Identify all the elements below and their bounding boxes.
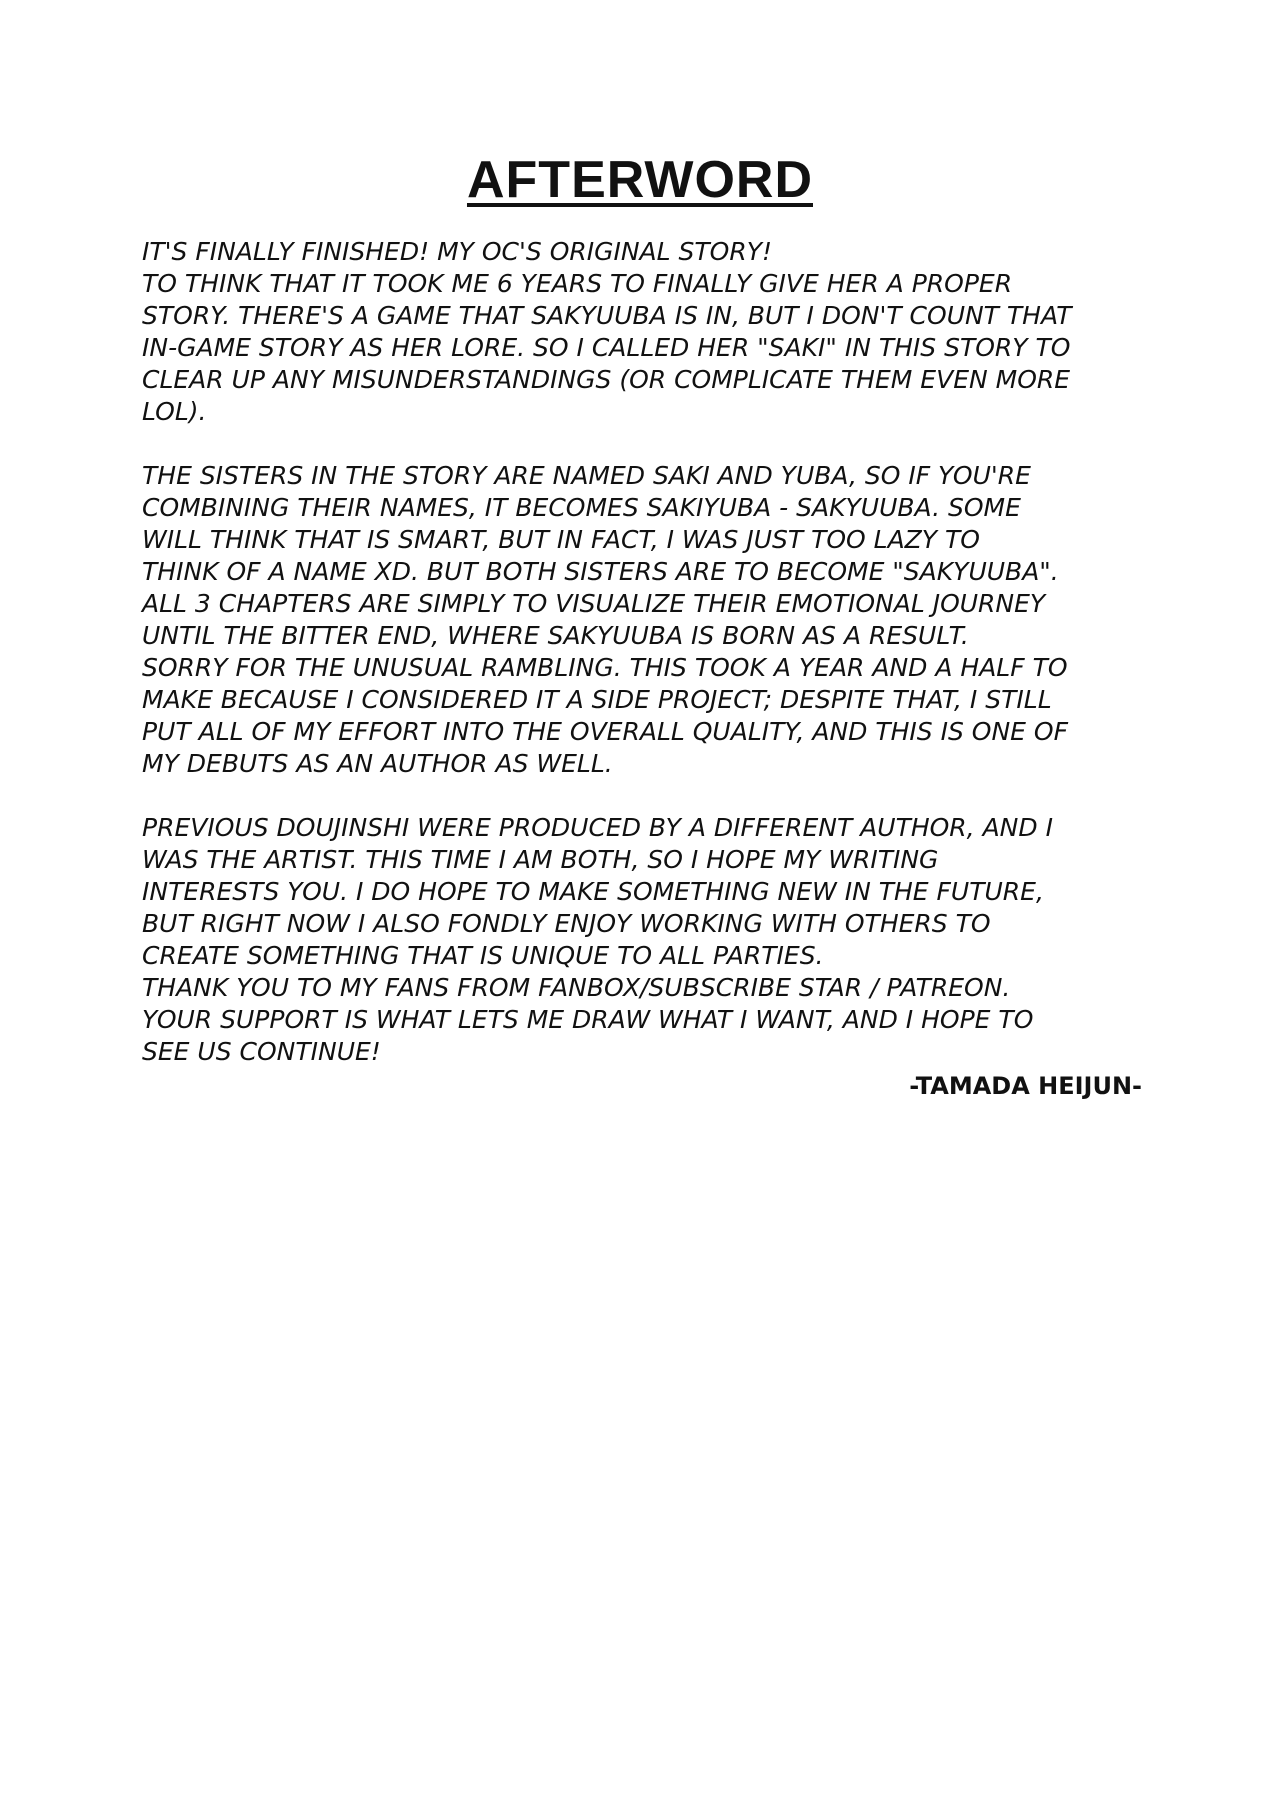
text-line: PUT ALL OF MY EFFORT INTO THE OVERALL QUALITY, AND THIS IS ONE OF	[142, 717, 1068, 746]
text-line: YOUR SUPPORT IS WHAT LETS ME DRAW WHAT I WANT, AND I HOPE TO	[142, 1005, 1034, 1034]
paragraph	[142, 812, 1162, 1068]
text-line: IN-GAME STORY AS HER LORE. SO I CALLED HER "SAKI" IN THIS STORY TO	[142, 333, 1071, 362]
afterword-body	[142, 236, 1162, 1068]
page-title-text: AFTERWORD	[466, 151, 813, 209]
text-line: INTERESTS YOU. I DO HOPE TO MAKE SOMETHING NEW IN THE FUTURE,	[142, 877, 1044, 906]
paragraph	[142, 236, 1162, 428]
text-line: WILL THINK THAT IS SMART, BUT IN FACT, I WAS JUST TOO LAZY TO	[142, 525, 980, 554]
text-line: CREATE SOMETHING THAT IS UNIQUE TO ALL PARTIES.	[142, 941, 824, 970]
page-title	[0, 150, 1280, 210]
paragraph-gap	[142, 780, 1162, 812]
text-line: THANK YOU TO MY FANS FROM FANBOX/SUBSCRIBE STAR / PATREON.	[142, 973, 1011, 1002]
text-line: LOL).	[142, 397, 207, 426]
text-line: MY DEBUTS AS AN AUTHOR AS WELL.	[142, 749, 613, 778]
text-line: IT'S FINALLY FINISHED! MY OC'S ORIGINAL STORY!	[142, 237, 773, 266]
text-line: SORRY FOR THE UNUSUAL RAMBLING. THIS TOOK A YEAR AND A HALF TO	[142, 653, 1068, 682]
text-line: ALL 3 CHAPTERS ARE SIMPLY TO VISUALIZE THEIR EMOTIONAL JOURNEY	[142, 589, 1046, 618]
text-line: BUT RIGHT NOW I ALSO FONDLY ENJOY WORKING WITH OTHERS TO	[142, 909, 991, 938]
text-line: THE SISTERS IN THE STORY ARE NAMED SAKI AND YUBA, SO IF YOU'RE	[142, 461, 1031, 490]
author-signature: -TAMADA HEIJUN-	[909, 1072, 1142, 1100]
text-line: TO THINK THAT IT TOOK ME 6 YEARS TO FINALLY GIVE HER A PROPER	[142, 269, 1013, 298]
text-line: WAS THE ARTIST. THIS TIME I AM BOTH, SO I HOPE MY WRITING	[142, 845, 939, 874]
text-line: UNTIL THE BITTER END, WHERE SAKYUUBA IS BORN AS A RESULT.	[142, 621, 969, 650]
text-line: THINK OF A NAME XD. BUT BOTH SISTERS ARE TO BECOME "SAKYUUBA".	[142, 557, 1059, 586]
text-line: STORY. THERE'S A GAME THAT SAKYUUBA IS IN, BUT I DON'T COUNT THAT	[142, 301, 1072, 330]
text-line: PREVIOUS DOUJINSHI WERE PRODUCED BY A DIFFERENT AUTHOR, AND I	[142, 813, 1053, 842]
text-line: COMBINING THEIR NAMES, IT BECOMES SAKIYUBA - SAKYUUBA. SOME	[142, 493, 1021, 522]
text-line: CLEAR UP ANY MISUNDERSTANDINGS (OR COMPLICATE THEM EVEN MORE	[142, 365, 1071, 394]
paragraph	[142, 460, 1162, 780]
text-line: MAKE BECAUSE I CONSIDERED IT A SIDE PROJECT; DESPITE THAT, I STILL	[142, 685, 1052, 714]
text-line: SEE US CONTINUE!	[142, 1037, 381, 1066]
paragraph-gap	[142, 428, 1162, 460]
